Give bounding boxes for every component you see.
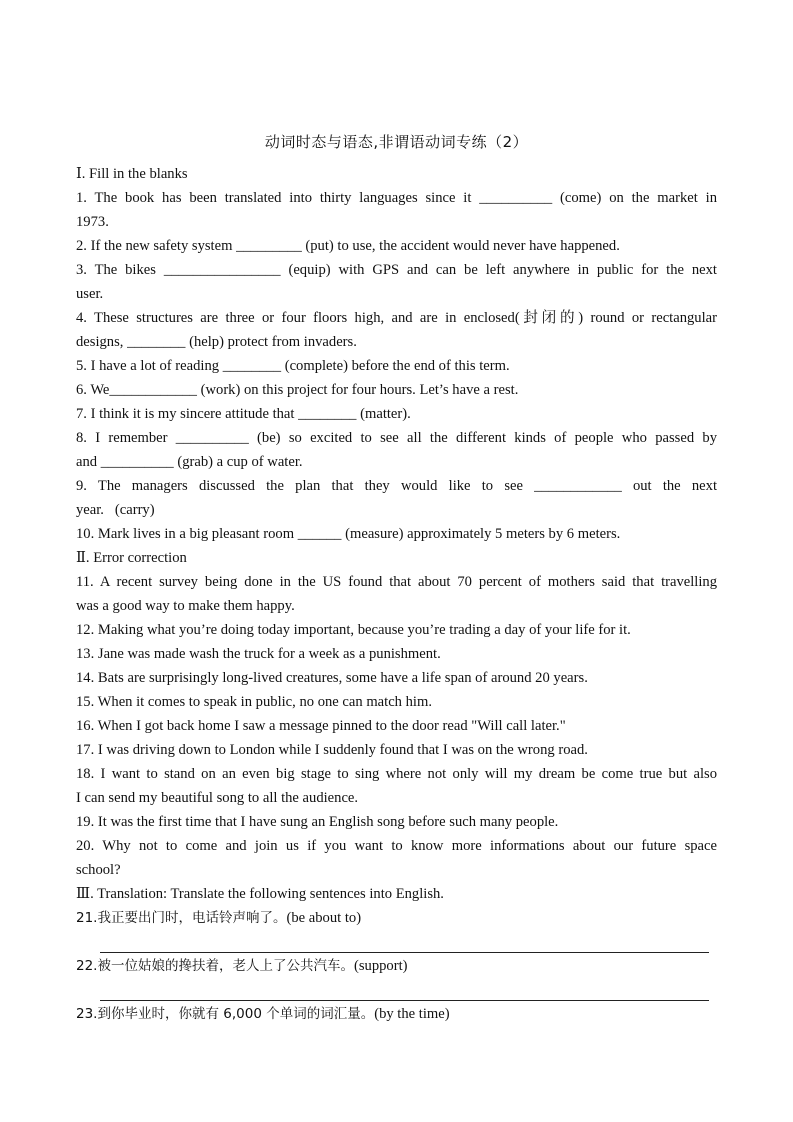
question-line: 12. Making what you’re doing today important, because you’re trading a day of your life for it. [76,622,631,638]
section-heading-error-correction: Ⅱ. Error correction [76,550,187,566]
question-line: 14. Bats are surprisingly long-lived creatures, some have a life span of around 20 years. [76,670,588,686]
question-line: 10. Mark lives in a big pleasant room ______ (measure) approximately 5 meters by 6 meters. [76,526,621,542]
question-line: school? [76,862,121,878]
chinese-sentence: 22.被一位姑娘的搀扶着，老人上了公共汽车。 [76,958,354,974]
question-line: designs, ________ (help) protect from invaders. [76,334,357,350]
question-line: was a good way to make them happy. [76,598,295,614]
section-heading-fill-blanks: Ⅰ. Fill in the blanks [76,166,188,182]
question-line: 17. I was driving down to London while I suddenly found that I was on the wrong road. [76,742,588,758]
question-line: 3. The bikes ________________ (equip) with GPS and can be left anywhere in public for the next [76,262,717,278]
question-line: 1973. [76,214,109,230]
question-line: 5. I have a lot of reading ________ (complete) before the end of this term. [76,358,510,374]
question-line: year. (carry) [76,502,155,518]
chinese-sentence: 21.我正要出门时，电话铃声响了。 [76,910,287,926]
question-line: 4. These structures are three or four floors high, and are in enclosed(封闭的) round or rectangular [76,310,717,326]
worksheet-content [76,162,717,1026]
translation-prompt [76,954,717,978]
question-line: 1. The book has been translated into thirty languages since it __________ (come) on the market in [76,190,717,206]
question-line: 20. Why not to come and join us if you want to know more informations about our future space [76,838,717,854]
answer-line[interactable] [76,930,717,954]
question-line: 11. A recent survey being done in the US found that about 70 percent of mothers said that travelling [76,574,717,590]
phrase-hint: (support) [353,958,408,974]
question-line: 2. If the new safety system _________ (put) to use, the accident would never have happened. [76,238,620,254]
section-heading-translation: Ⅲ. Translation: Translate the following sentences into English. [76,886,444,902]
question-line: 13. Jane was made wash the truck for a week as a punishment. [76,646,441,662]
question-line: 19. It was the first time that I have sung an English song before such many people. [76,814,559,830]
translation-prompt [76,906,717,930]
question-line: and __________ (grab) a cup of water. [76,454,303,470]
question-line: user. [76,286,104,302]
question-line: 8. I remember __________ (be) so excited to see all the different kinds of people who passed by [76,430,717,446]
question-line: 16. When I got back home I saw a message pinned to the door read "Will call later." [76,718,566,734]
translation-prompt [76,1002,717,1026]
answer-line[interactable] [76,978,717,1002]
question-line: I can send my beautiful song to all the audience. [76,790,359,806]
question-line: 6. We____________ (work) on this project for four hours. Let’s have a rest. [76,382,519,398]
phrase-hint: (by the time) [374,1006,450,1022]
question-line: 7. I think it is my sincere attitude that ________ (matter). [76,406,411,422]
question-line: 18. I want to stand on an even big stage to sing where not only will my dream be come true but also [76,766,717,782]
phrase-hint: (be about to) [286,910,362,926]
chinese-sentence: 23.到你毕业时，你就有 6,000 个单词的词汇量。 [76,1006,375,1022]
question-line: 15. When it comes to speak in public, no one can match him. [76,694,432,710]
question-line: 9. The managers discussed the plan that they would like to see ____________ out the next [76,478,717,494]
page-title: 动词时态与语态,非谓语动词专练（2） [264,133,529,151]
